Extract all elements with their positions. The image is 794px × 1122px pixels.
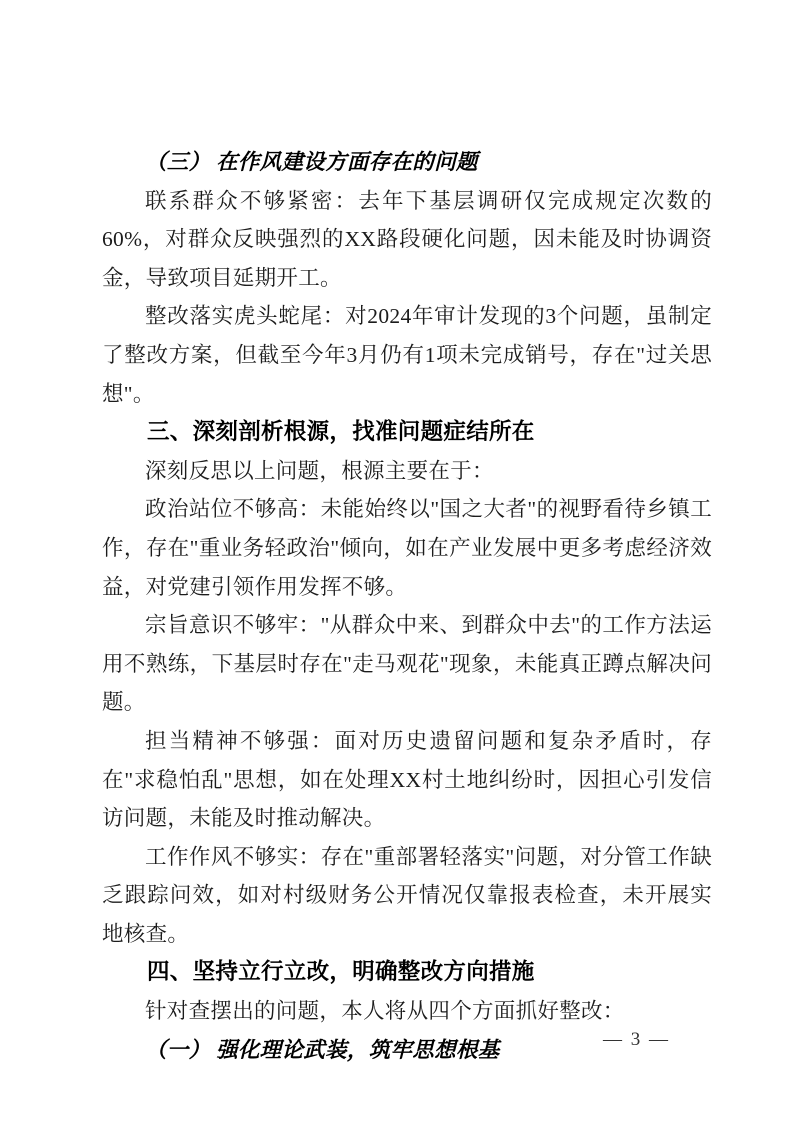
paragraph-political-stance: 政治站位不够高：未能始终以"国之大者"的视野看待乡镇工作，存在"重业务轻政治"倾向，如在产业发展中更多考虑经济效益，对党建引领作用发挥不够。 [102,497,712,599]
subsection-heading-1: （一） 强化理论武装，筑牢思想根基 [145,1037,500,1062]
document-body [102,143,712,1069]
subsection-heading-3: （三） 在作风建设方面存在的问题 [145,150,478,174]
section-heading-three: 三、深刻剖析根源，找准问题症结所在 [147,419,535,445]
paragraph-contact-masses: 联系群众不够紧密：去年下基层调研仅完成规定次数的60%，对群众反映强烈的XX路段硬化问题，因未能及时协调资金，导致项目延期开工。 [102,188,712,290]
paragraph-reflection-intro: 深刻反思以上问题，根源主要在于： [145,458,494,483]
section-heading-four: 四、坚持立行立改，明确整改方向措施 [147,959,535,985]
paragraph-responsibility: 担当精神不够强：面对历史遗留问题和复杂矛盾时，存在"求稳怕乱"思想，如在处理XX村土地纠纷时，因担心引发信访问题，未能及时推动解决。 [102,728,712,831]
paragraph-rectify-intro: 针对查摆出的问题，本人将从四个方面抓好整改： [145,999,625,1024]
page-number: — 3 — [603,1029,670,1050]
paragraph-work-style: 工作作风不够实：存在"重部署轻落实"问题，对分管工作缺乏跟踪问效，如对村级财务公开情况仅靠报表检查，未开展实地核查。 [102,844,712,946]
paragraph-purpose-awareness: 宗旨意识不够牢："从群众中来、到群众中去"的工作方法运用不熟练，下基层时存在"走马观花"现象，未能真正蹲点解决问题。 [102,613,712,715]
paragraph-rectification: 整改落实虎头蛇尾：对2024年审计发现的3个问题，虽制定了整改方案，但截至今年3月仍有1项未完成销号，存在"过关思想"。 [102,304,712,406]
